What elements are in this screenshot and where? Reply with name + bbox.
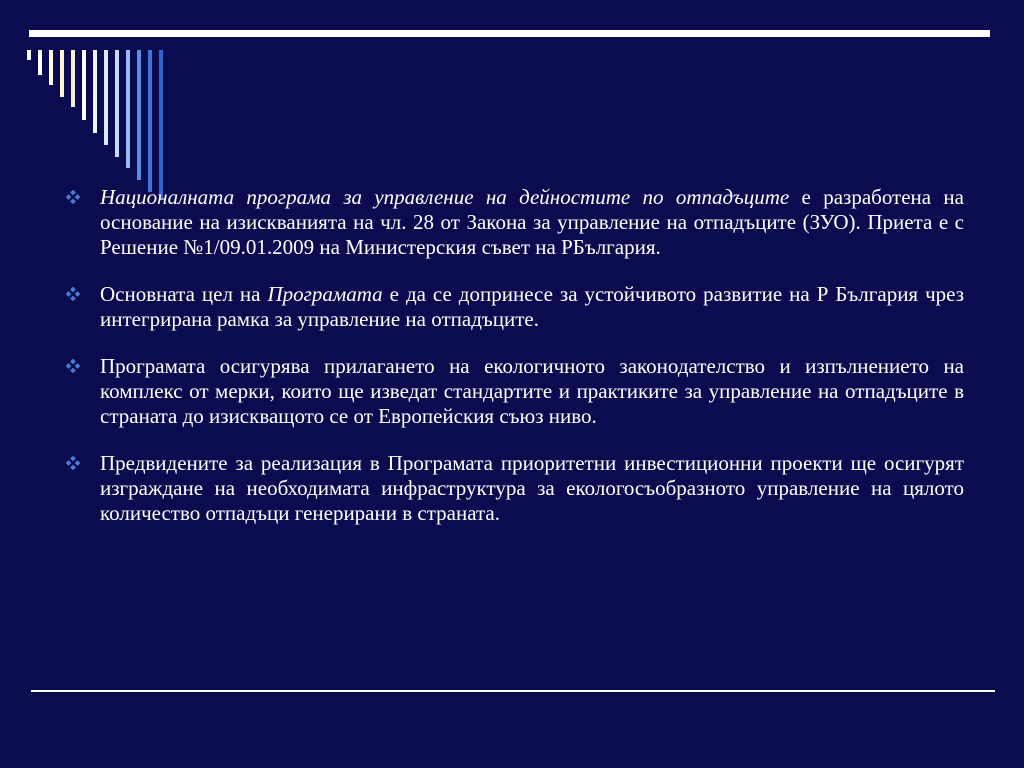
slide-content (66, 185, 964, 548)
stripe-13 (159, 50, 163, 200)
bottom-rule (31, 690, 995, 692)
bullet-item (66, 185, 964, 260)
bullet-italic: Програмата (267, 282, 383, 306)
bullet-text-before: Основната цел на (100, 282, 268, 306)
diamond-bullet-icon (66, 359, 80, 373)
stripe-8 (104, 50, 108, 145)
diamond-bullet-icon (66, 456, 80, 470)
bullet-text: Програмата осигурява прилагането на екологичното законодателство и изпълнението на комплекс от мерки, които ще изведат стандартите и практиките за управление на отпадъците в страната до изискващото се от Европейския съюз ниво. (100, 354, 964, 428)
bullet-item (66, 354, 964, 429)
diamond-bullet-icon (66, 190, 80, 204)
decorative-stripes (0, 0, 200, 200)
stripe-3 (49, 50, 53, 85)
bullet-text: е разработена на основание на изискванията на чл. 28 от Закона за управление на отпадъците (ЗУО). Приета е с Решение №1/09.01.2009 на Министерския съвет на РБългария. (100, 185, 964, 259)
bullet-text: Предвидените за реализация в Програмата приоритетни инвестиционни проекти ще осигурят изграждане на необходимата инфраструктура за екологосъобразното управление на цялото количество отпадъци генерирани в страната. (100, 451, 964, 525)
bullet-item (66, 451, 964, 526)
stripe-1 (27, 50, 31, 60)
diamond-bullet-icon (66, 287, 80, 301)
stripe-9 (115, 50, 119, 157)
stripe-4 (60, 50, 64, 97)
stripe-11 (137, 50, 141, 180)
stripe-6 (82, 50, 86, 120)
bullet-text-after: е да се допринесе за устойчивото развитие на Р България чрез интегрирана рамка за управление на отпадъците. (100, 282, 965, 331)
stripe-7 (93, 50, 97, 133)
bullet-italic-lead: Националната програма за управление на дейностите по отпадъците (100, 185, 790, 209)
stripe-5 (71, 50, 75, 107)
stripe-12 (148, 50, 152, 192)
stripe-10 (126, 50, 130, 168)
stripe-2 (38, 50, 42, 75)
bullet-item (66, 282, 964, 332)
